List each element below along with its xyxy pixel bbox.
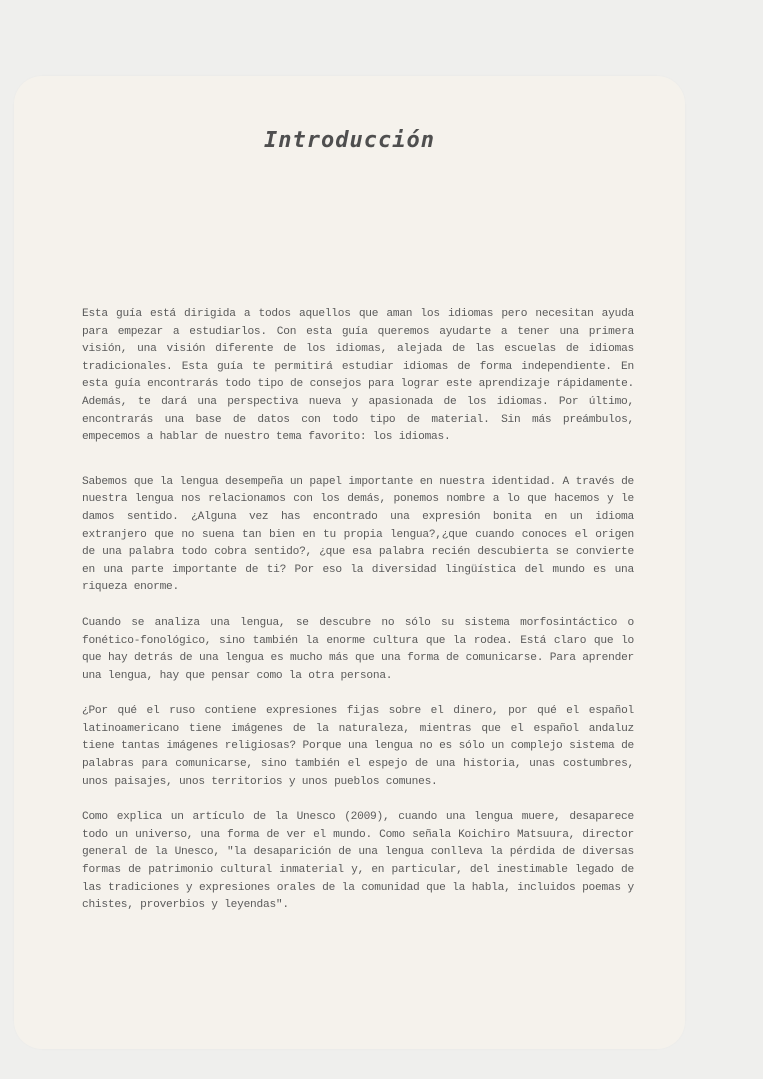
- document-page: [14, 76, 685, 1049]
- paragraph-identity: Sabemos que la lengua desempeña un papel importante en nuestra identidad. A través de nuestra lengua nos relacionamos con los demás, ponemos nombre a lo que hacemos y le damos sentido. ¿Alguna vez has encontrado una expresión bonita en un idioma extranjero que no suena tan bien en tu propia lengua?,¿que cuando conoces el origen de una palabra todo cobra sentido?, ¿que esa palabra recién descubierta se convierte en una parte importante de ti? Por eso la diversidad lingüística del mundo es una riqueza enorme.: [82, 475, 634, 594]
- paragraph-culture: Cuando se analiza una lengua, se descubre no sólo su sistema morfosintáctico o fonético-fonológico, sino también la enorme cultura que la rodea. Está claro que lo que hay detrás de una lengua es mucho más que una forma de comunicarse. Para aprender una lengua, hay que pensar como la otra persona.: [82, 616, 634, 682]
- document-body: [82, 306, 634, 933]
- page-title: Introducción: [264, 128, 435, 153]
- paragraph-unesco: Como explica un artículo de la Unesco (2009), cuando una lengua muere, desaparece todo un universo, una forma de ver el mundo. Como señala Koichiro Matsuura, director general de la Unesco, "la desaparición de una lengua conlleva la pérdida de diversas formas de patrimonio cultural inmaterial y, en particular, del inestimable legado de las tradiciones y expresiones orales de la comunidad que la habla, incluidos poemas y chistes, proverbios y leyendas".: [82, 811, 634, 912]
- paragraph-expressions: ¿Por qué el ruso contiene expresiones fijas sobre el dinero, por qué el español latinoamericano tiene imágenes de la naturaleza, mientras que el español andaluz tiene tantas imágenes religiosas? Porque una lengua no es sólo un complejo sistema de palabras para comunicarse, sino también el espejo de una historia, unas costumbres, unos paisajes, unos territorios y unos pueblos comunes.: [82, 705, 634, 788]
- paragraph-intro: Esta guía está dirigida a todos aquellos que aman los idiomas pero necesitan ayuda para empezar a estudiarlos. Con esta guía queremos ayudarte a tener una primera visión, una visión diferente de los idiomas, alejada de las escuelas de idiomas tradicionales. Esta guía te permitirá estudiar idiomas de forma independiente. En esta guía encontrarás todo tipo de consejos para lograr este aprendizaje rápidamente. Además, te dará una perspectiva nueva y apasionada de los idiomas. Por último, encontrarás una base de datos con todo tipo de material. Sin más preámbulos, empecemos a hablar de nuestro tema favorito: los idiomas.: [82, 308, 634, 444]
